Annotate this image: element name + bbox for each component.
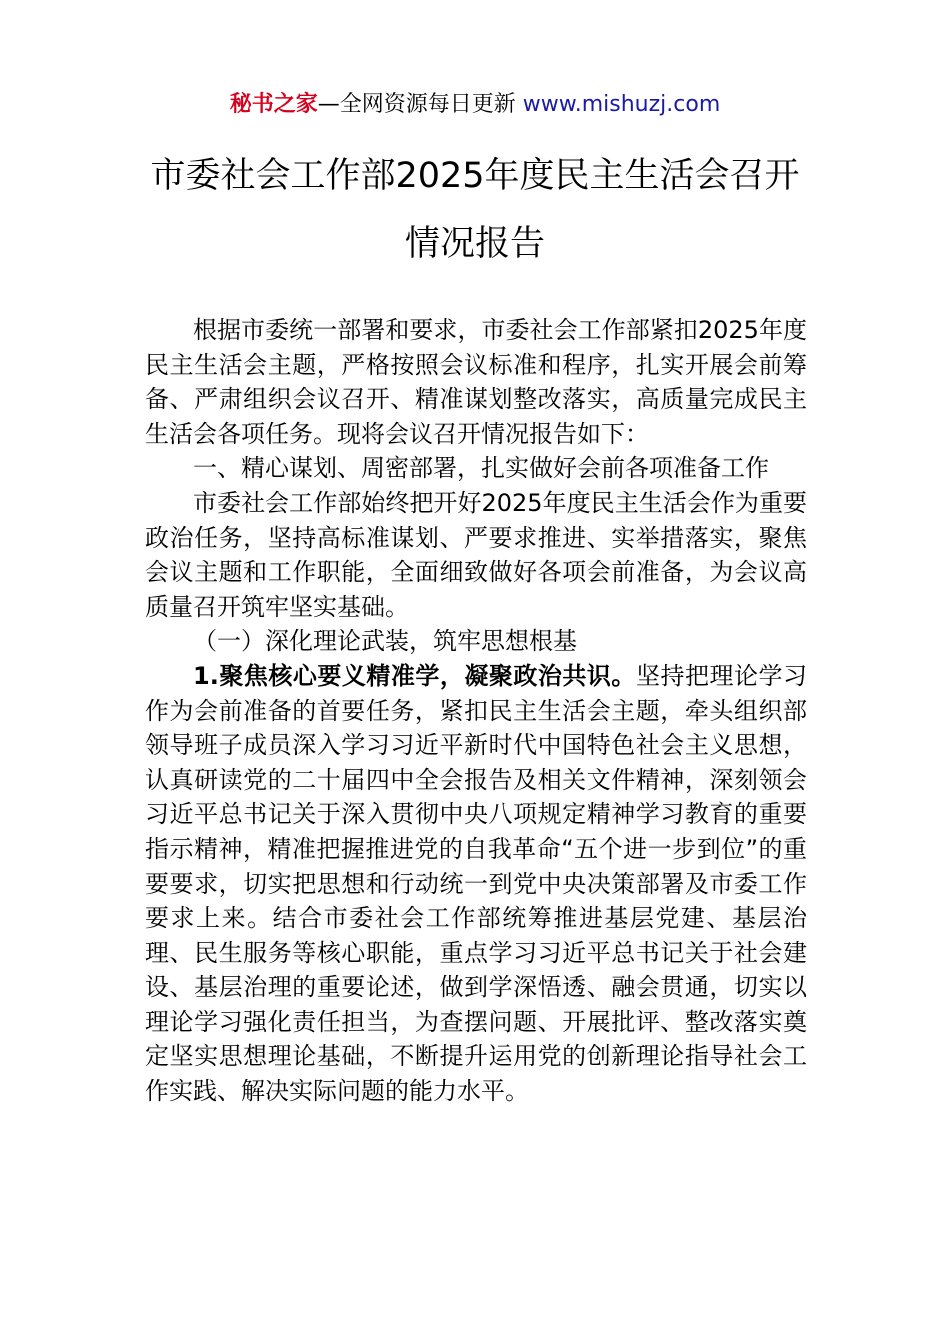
- item1-paragraph: [145, 659, 807, 1109]
- intro-paragraph: 根据市委统一部署和要求，市委社会工作部紧扣2025年度民主生活会主题，严格按照会议标准和程序，扎实开展会前筹备、严肃组织会议召开、精准谋划整改落实，高质量完成民主生活会各项任务。现将会议召开情况报告如下：: [145, 316, 807, 448]
- site-banner: [0, 88, 950, 122]
- site-url-link[interactable]: www.mishuzj.com: [522, 92, 721, 117]
- document-title-line1: 市委社会工作部2025年度民主生活会召开: [150, 156, 800, 196]
- subsection1-heading: （一）深化理论武装，筑牢思想根基: [193, 627, 577, 656]
- document-body: [145, 313, 807, 1109]
- section1-paragraph: 市委社会工作部始终把开好2025年度民主生活会作为重要政治任务，坚持高标准谋划、严要求推进、实举措落实，聚焦会议主题和工作职能，全面细致做好各项会前准备，为会议高质量召开筑牢坚实基础。: [145, 488, 807, 621]
- site-tagline: —全网资源每日更新: [317, 92, 523, 117]
- item1-text: 坚持把理论学习作为会前准备的首要任务，紧扣民主生活会主题，牵头组织部领导班子成员深入学习习近平新时代中国特色社会主义思想，认真研读党的二十届四中全会报告及相关文件精神，深刻领会习近平总书记关于深入贯彻中央八项规定精神学习教育的重要指示精神，精准把握推进党的自我革命“五个进一步到位”的重要要求，切实把思想和行动统一到党中央决策部署及市委工作要求上来。结合市委社会工作部统筹推进基层党建、基层治理、民生服务等核心职能，重点学习习近平总书记关于社会建设、基层治理的重要论述，做到学深悟透、融会贯通，切实以理论学习强化责任担当，为查摆问题、开展批评、整改落实奠定坚实思想理论基础，不断提升运用党的创新理论指导社会工作实践、解决实际问题的能力水平。: [145, 661, 807, 1106]
- item1-bold-lead: 1.聚焦核心要义精准学，凝聚政治共识。: [193, 661, 636, 690]
- document-title-line2: 情况报告: [404, 224, 545, 264]
- site-brand: 秘书之家: [229, 92, 318, 117]
- section1-heading: 一、精心谋划、周密部署，扎实做好会前各项准备工作: [193, 454, 769, 483]
